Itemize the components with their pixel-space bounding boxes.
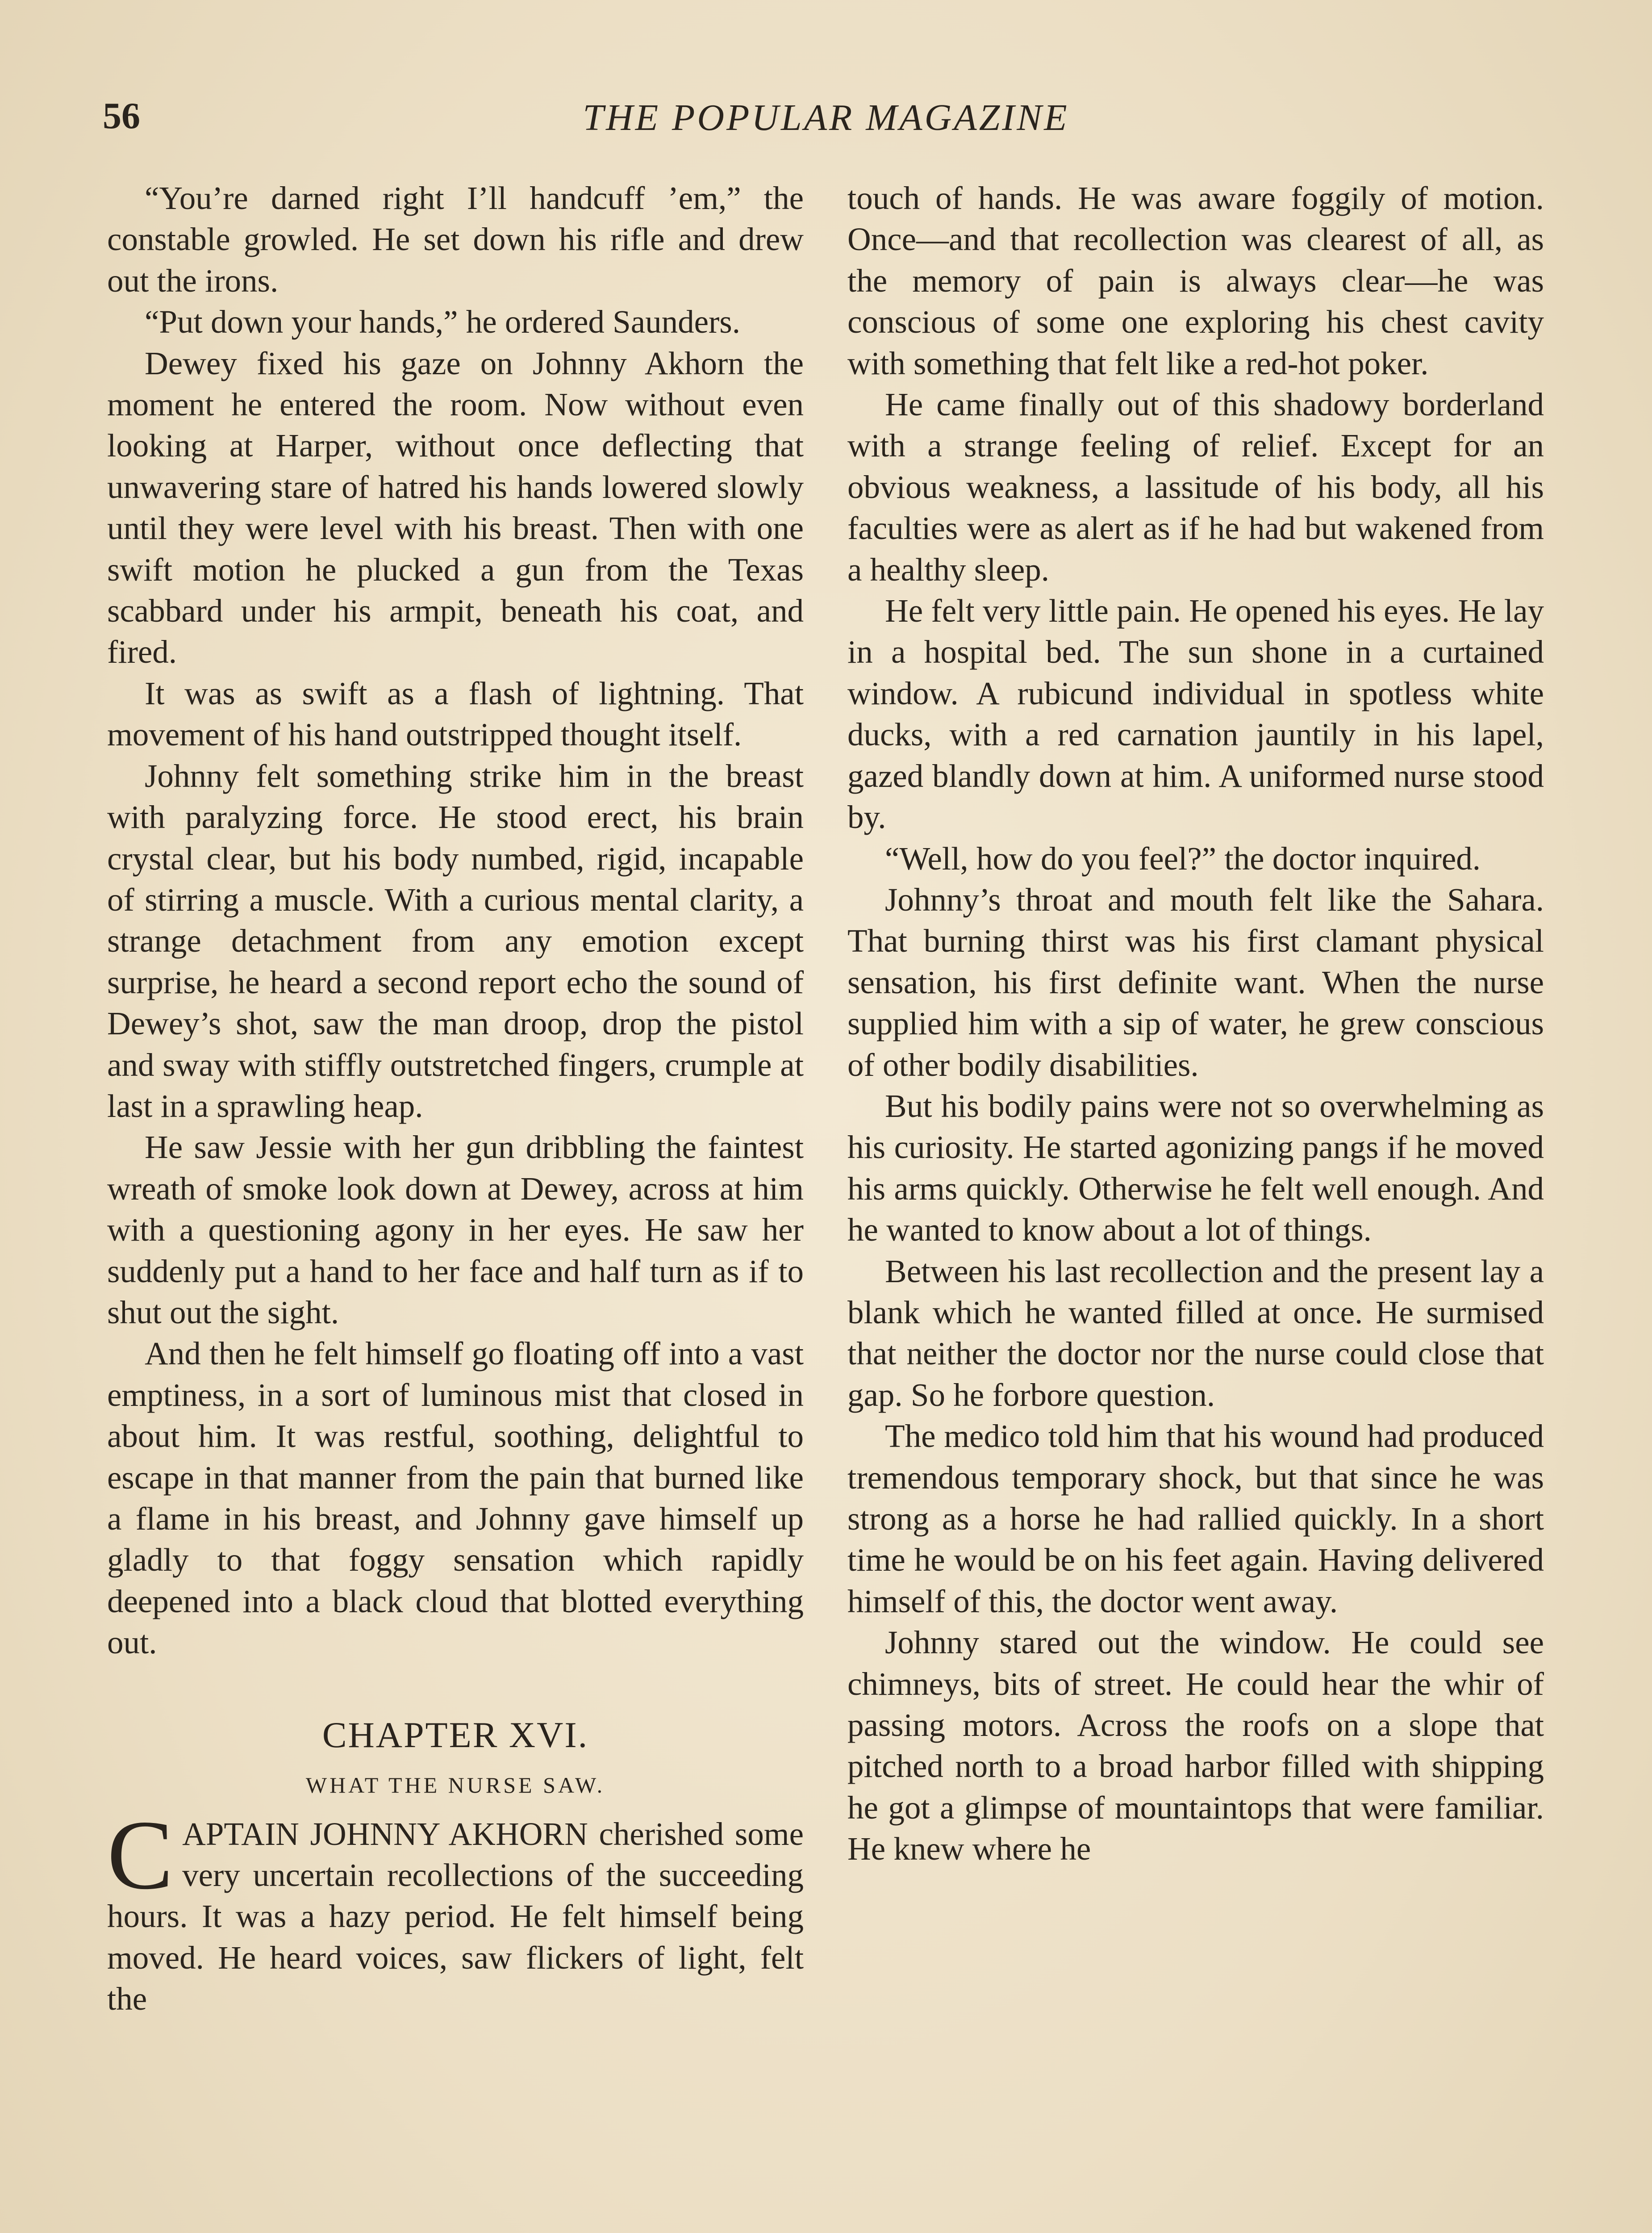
- paragraph: Johnny felt something strike him in the breast with paralyzing force. He stood erect, his brain crystal clear, but his body numbed, rigid, incapable of stirring a muscle. With a curious mental clarity, a strange detachment from any emotion except surprise, he heard a second report echo the sound of Dewey’s shot, saw the man droop, drop the pistol and sway with stiffly outstretched fingers, crumple at last in a sprawling heap.: [107, 757, 804, 1124]
- chapter-subtitle: WHAT THE NURSE SAW.: [305, 1772, 605, 1798]
- paragraph-continuation: touch of hands. He was aware foggily of motion. Once—and that recollection was clearest of all, as the memory of pain is always clear—he was conscious of some one exploring his chest cavity with something that felt like a red-hot poker.: [847, 180, 1544, 381]
- paragraph: Between his last recollection and the present lay a blank which he wanted filled at once. He surmised that neither the doctor nor the nurse could close that gap. So he forbore question.: [847, 1253, 1544, 1413]
- right-column: [847, 178, 1544, 1870]
- paragraph: “You’re darned right I’ll handcuff ’em,” the constable growled. He set down his rifle and drew out the irons.: [107, 180, 804, 299]
- running-title: THE POPULAR MAGAZINE: [583, 97, 1069, 138]
- page-number: 56: [103, 95, 140, 137]
- chapter-opening-text: APTAIN JOHNNY AKHORN cherished some very uncertain recollections of the succeeding hours. It was a hazy period. He felt himself being moved. He heard voices, saw flickers of light, felt the: [107, 1815, 804, 2017]
- paragraph: He felt very little pain. He opened his eyes. He lay in a hospital bed. The sun shone in a curtained window. A rubicund individual in spotless white ducks, with a red carnation jauntily in his lapel, gazed blandly down at him. A uniformed nurse stood by.: [847, 593, 1544, 836]
- drop-cap: C: [107, 1800, 174, 1910]
- paragraph: “Well, how do you feel?” the doctor inquired.: [885, 840, 1481, 877]
- paragraph: Johnny stared out the window. He could see chimneys, bits of street. He could hear the whir of passing motors. Across the roofs on a slope that pitched north to a broad harbor filled with shipping he got a glimpse of mountaintops that were familiar. He knew where he: [847, 1624, 1544, 1867]
- chapter-heading: CHAPTER XVI.: [322, 1714, 589, 1755]
- paragraph: The medico told him that his wound had produced tremendous temporary shock, but that since he was strong as a horse he had rallied quickly. In a short time he would be on his feet again. Having delivered himself of this, the doctor went away.: [847, 1418, 1544, 1619]
- left-column: [107, 178, 804, 2020]
- paragraph: But his bodily pains were not so overwhelming as his curiosity. He started agonizing pangs if he moved his arms quickly. Otherwise he felt well enough. And he wanted to know about a lot of things.: [847, 1087, 1544, 1248]
- paragraph: He saw Jessie with her gun dribbling the faintest wreath of smoke look down at Dewey, across at him with a questioning agony in her eyes. He saw her suddenly put a hand to her face and half turn as if to shut out the sight.: [107, 1129, 804, 1330]
- paragraph: It was as swift as a flash of lightning. That movement of his hand outstripped thought itself.: [107, 675, 804, 753]
- paragraph: Dewey fixed his gaze on Johnny Akhorn the moment he entered the room. Now without even looking at Harper, without once deflecting that unwavering stare of hatred his hands lowered slowly until they were level with his breast. Then with one swift motion he plucked a gun from the Texas scabbard under his armpit, beneath his coat, and fired.: [107, 345, 804, 670]
- paragraph: Johnny’s throat and mouth felt like the Sahara. That burning thirst was his first clamant physical sensation, his first definite want. When the nurse supplied him with a sip of water, he grew conscious of other bodily disabilities.: [847, 881, 1544, 1083]
- paragraph: And then he felt himself go floating off into a vast emptiness, in a sort of luminous mist that closed in about him. It was restful, soothing, delightful to escape in that manner from the pain that burned like a flame in his breast, and Johnny gave himself up gladly to that foggy sensation which rapidly deepened into a black cloud that blotted everything out.: [107, 1335, 804, 1661]
- chapter-opening-paragraph: [107, 1800, 804, 2020]
- paragraph: “Put down your hands,” he ordered Saunders.: [145, 304, 740, 340]
- paragraph: He came finally out of this shadowy borderland with a strange feeling of relief. Except for an obvious weakness, a lassitude of his body, all his faculties were as alert as if he had but wakened from a healthy sleep.: [847, 386, 1544, 588]
